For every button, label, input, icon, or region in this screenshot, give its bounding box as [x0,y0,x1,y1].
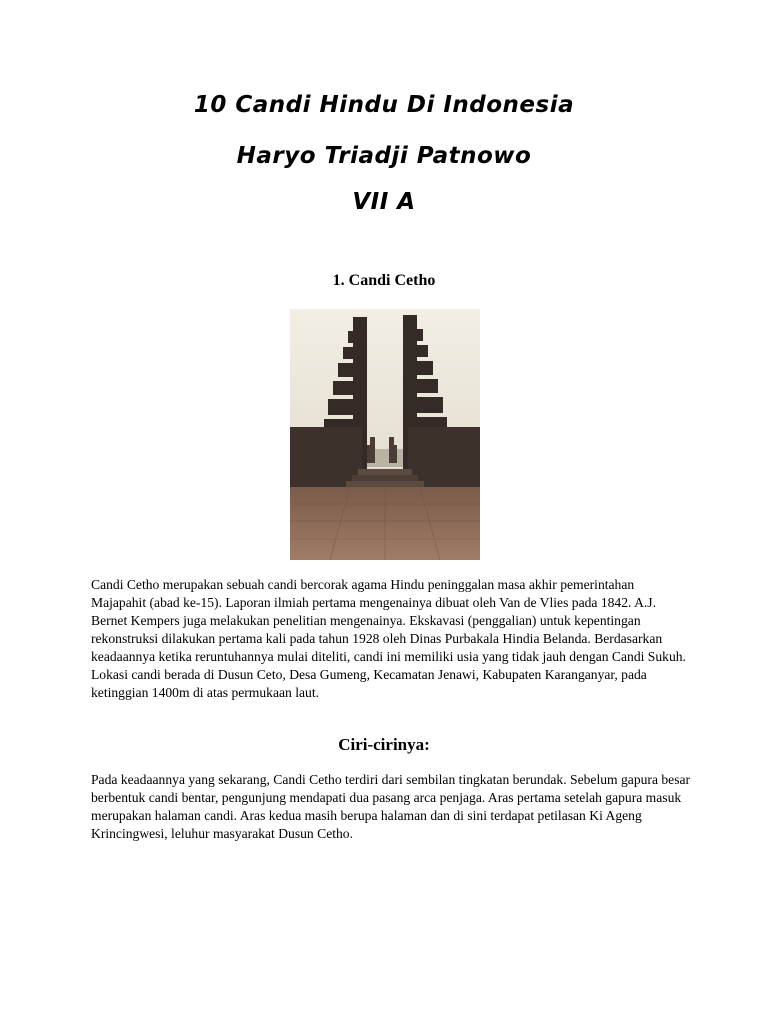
title-line-1: 10 Candi Hindu Di Indonesia [193,92,575,118]
title-line-2: Haryo Triadji Patnowo [236,143,532,169]
candi-cetho-photo [290,309,480,560]
section-heading: 1. Candi Cetho [332,272,436,289]
features-paragraph: Pada keadaannya yang sekarang, Candi Cetho terdiri dari sembilan tingkatan berundak. Sebelum gapura besar berbentuk candi bentar, pengunjung mendapati dua pasang arca penjaga. Aras pertama setelah gapura masuk merupakan halaman candi. Aras kedua masih berupa halaman dan di sini terdapat petilasan Ki Ageng Krincingwesi, leluhur masyarakat Dusun Cetho. [91,772,691,841]
title-line-3: VII A [352,189,416,215]
features-heading: Ciri-cirinya: [338,735,430,754]
intro-paragraph: Candi Cetho merupakan sebuah candi bercorak agama Hindu peninggalan masa akhir pemerintahan Majapahit (abad ke-15). Laporan ilmiah pertama mengenainya dibuat oleh Van de Vlies pada 1842. A.J. Bernet Kempers juga melakukan penelitian mengenainya. Ekskavasi (penggalian) untuk kepentingan rekonstruksi dilakukan pertama kali pada tahun 1928 oleh Dinas Purbakala Hindia Belanda. Berdasarkan keadaannya ketika reruntuhannya mulai diteliti, candi ini memiliki usia yang tidak jauh dengan Candi Sukuh. Lokasi candi berada di Dusun Ceto, Desa Gumeng, Kecamatan Jenawi, Kabupaten Karanganyar, pada ketinggian 1400m di atas permukaan laut. [91,577,686,700]
